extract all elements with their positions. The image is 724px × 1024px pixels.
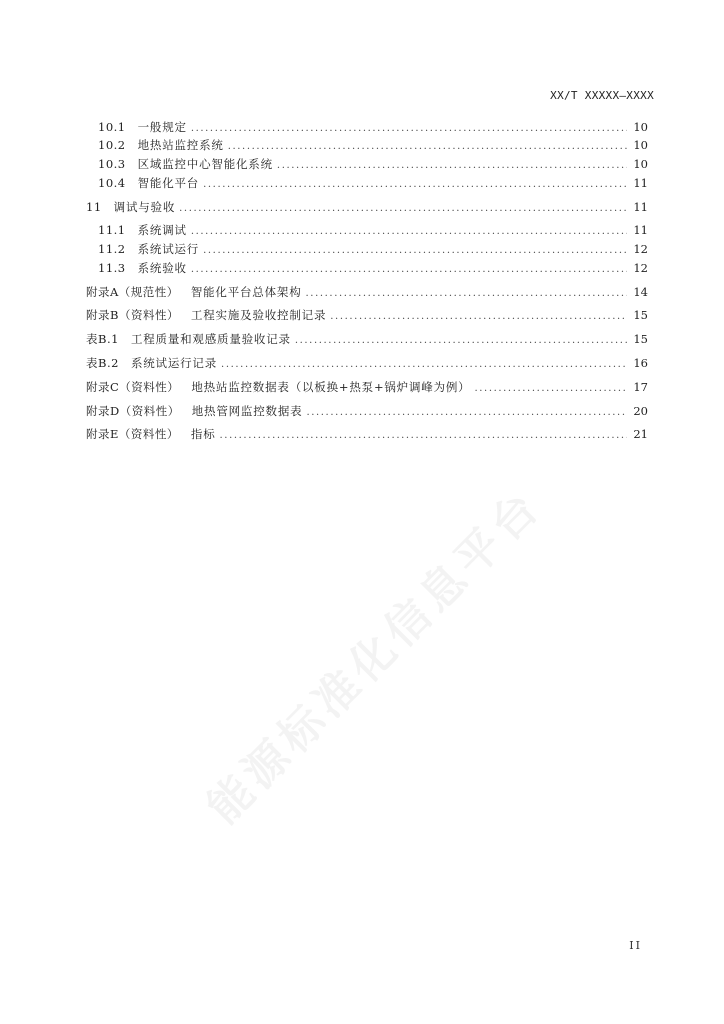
toc-leader-dots: [191, 224, 628, 240]
toc-page: 12: [633, 242, 648, 256]
toc-page: 12: [633, 261, 648, 275]
toc-leader-dots: [203, 243, 627, 259]
toc-title: 系统试运行: [137, 242, 200, 256]
toc-page: 10: [633, 138, 648, 152]
toc-number: 11.3: [98, 261, 126, 275]
toc-page: 21: [633, 427, 648, 441]
toc-title: 系统试运行记录: [130, 356, 218, 370]
toc-leader-dots: [179, 201, 627, 217]
toc-page: 15: [633, 332, 648, 346]
toc-title: 指标: [190, 427, 216, 441]
toc-title: 一般规定: [137, 120, 187, 134]
toc-number: 表B.1: [86, 332, 119, 346]
toc-leader-dots: [191, 121, 628, 137]
standard-code-header: XX/T XXXXX—XXXX: [550, 89, 654, 102]
toc-entry-appendix-e[interactable]: [86, 426, 648, 442]
toc-number: 10.3: [98, 157, 126, 171]
toc-number: 附录B（资料性）: [86, 308, 179, 322]
toc-title: 地热管网监控数据表: [191, 404, 303, 418]
toc-entry-10-4[interactable]: [98, 175, 648, 191]
toc-number: 11.1: [98, 223, 126, 237]
page-number: II: [629, 939, 642, 952]
toc-number: 附录E（资料性）: [86, 427, 179, 441]
toc-leader-dots: [220, 428, 628, 444]
toc-leader-dots: [295, 333, 628, 349]
toc-entry-11[interactable]: [86, 199, 648, 215]
toc-title: 智能化平台总体架构: [190, 285, 302, 299]
toc-leader-dots: [330, 309, 627, 325]
toc-title: 工程质量和观感质量验收记录: [130, 332, 291, 346]
toc-title: 工程实施及验收控制记录: [190, 308, 327, 322]
toc-page: 14: [633, 285, 648, 299]
toc-number: 11: [86, 200, 102, 214]
toc-entry-11-1[interactable]: [98, 222, 648, 238]
toc-entry-11-2[interactable]: [98, 241, 648, 257]
toc-entry-appendix-c[interactable]: [86, 379, 648, 395]
toc-entry-10-2[interactable]: [98, 137, 648, 153]
toc-number: 10.4: [98, 176, 126, 190]
toc-leader-dots: [191, 262, 628, 278]
toc-entry-appendix-b[interactable]: [86, 307, 648, 323]
toc-page: 11: [633, 200, 648, 214]
toc-page: 16: [633, 356, 648, 370]
toc-number: 10.1: [98, 120, 126, 134]
watermark-text: 能源标准化信息平台: [197, 479, 553, 834]
toc-title: 地热站监控数据表（以板换+热泵+锅炉调峰为例）: [191, 380, 471, 394]
toc-leader-dots: [221, 357, 627, 373]
toc-number: 10.2: [98, 138, 126, 152]
toc-page: 10: [633, 120, 648, 134]
toc-number: 附录D（资料性）: [86, 404, 180, 418]
toc-number: 附录A（规范性）: [86, 285, 179, 299]
toc-title: 智能化平台: [137, 176, 200, 190]
toc-entry-table-b1[interactable]: [86, 331, 648, 347]
toc-number: 11.2: [98, 242, 126, 256]
toc-page: 11: [633, 176, 648, 190]
toc-title: 系统调试: [137, 223, 187, 237]
toc-title: 调试与验收: [113, 200, 176, 214]
toc-leader-dots: [228, 139, 628, 155]
toc-leader-dots: [474, 381, 627, 397]
toc-leader-dots: [203, 177, 627, 193]
toc-entry-table-b2[interactable]: [86, 355, 648, 371]
toc-page: 15: [633, 308, 648, 322]
toc-page: 10: [633, 157, 648, 171]
toc-leader-dots: [277, 158, 627, 174]
toc-entry-appendix-d[interactable]: [86, 403, 648, 419]
toc-title: 区域监控中心智能化系统: [137, 157, 273, 171]
toc-entry-10-3[interactable]: [98, 156, 648, 172]
toc-leader-dots: [306, 405, 627, 421]
toc-title: 地热站监控系统: [137, 138, 224, 152]
toc-title: 系统验收: [137, 261, 187, 275]
toc-number: 表B.2: [86, 356, 119, 370]
toc-page: 11: [633, 223, 648, 237]
toc-leader-dots: [306, 286, 628, 302]
toc-entry-10-1[interactable]: [98, 119, 648, 135]
toc-page: 17: [633, 380, 648, 394]
toc-page: 20: [633, 404, 648, 418]
toc-number: 附录C（资料性）: [86, 380, 180, 394]
toc-entry-11-3[interactable]: [98, 260, 648, 276]
toc-entry-appendix-a[interactable]: [86, 284, 648, 300]
